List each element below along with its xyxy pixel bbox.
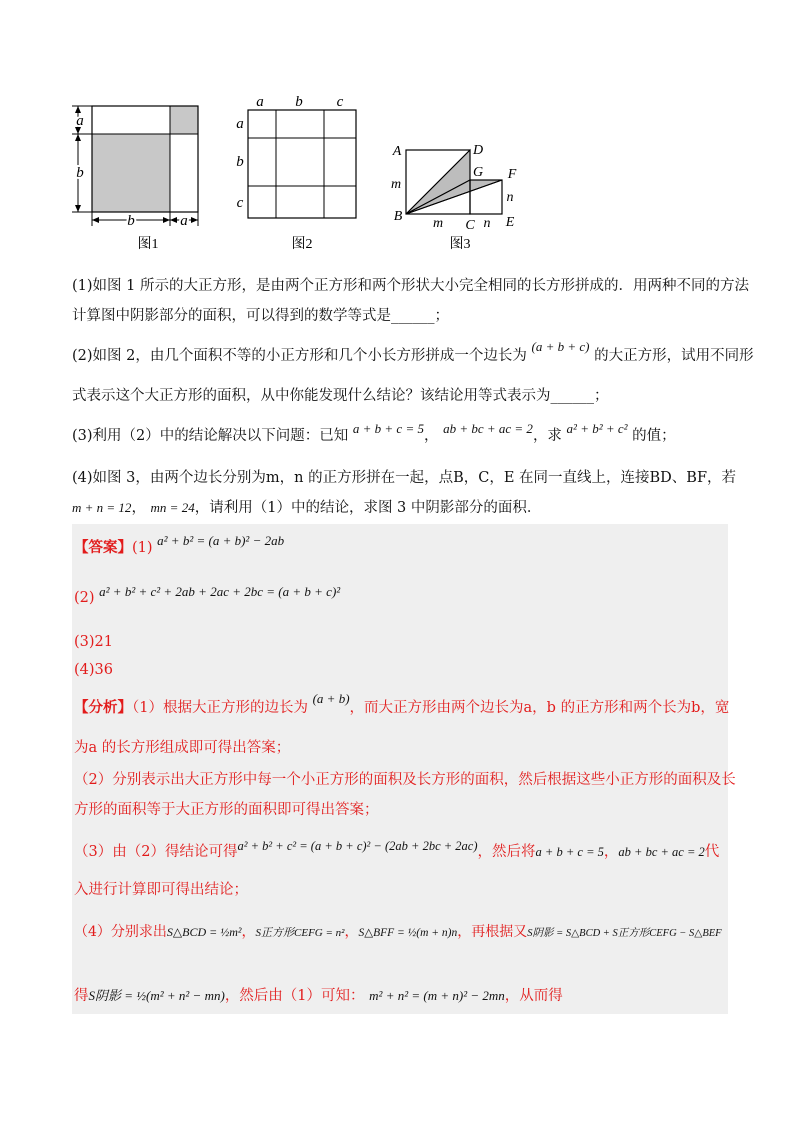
- analysis-3-mid: ，然后将: [477, 844, 536, 860]
- fig1-label-a-left: a: [76, 113, 84, 129]
- question-3: (3)利用（2）中的结论解决以下问题：已知 a + b + c = 5， ab + bc + ac = 2，求 a² + b² + c² 的值；: [72, 421, 676, 444]
- fig3-caption: 图3: [449, 237, 471, 252]
- fig2-top-a: a: [256, 94, 264, 110]
- figure-2: [228, 92, 368, 256]
- fig2-top-c: c: [336, 94, 344, 110]
- analysis-4-l2-math: S阴影 = ½(m² + n² − mn): [88, 988, 225, 1003]
- answer-3: (3)21: [74, 634, 113, 650]
- q4-eq-sum: m + n = 12: [72, 500, 132, 515]
- analysis-3-eq-1: a + b + c = 5: [535, 845, 604, 859]
- analysis-4-s-square: S正方形CEFG = n²: [255, 927, 345, 939]
- analysis-2-line-2: 方形的面积等于大正方形的面积即可得出答案；: [74, 802, 379, 818]
- answer-1-formula: a² + b² = (a + b)² − 2ab: [157, 533, 285, 548]
- fig2-left-c: c: [236, 195, 244, 211]
- fig3-point-d: D: [472, 143, 484, 158]
- question-2-line-2: 式表示这个大正方形的面积，从中你能发现什么结论？该结论用等式表示为______；: [72, 388, 609, 404]
- fig3-point-a: A: [392, 144, 402, 159]
- fig3-point-b: B: [393, 209, 403, 224]
- fig2-left-a: a: [236, 116, 244, 132]
- q3-text-ask: ，求: [532, 428, 562, 444]
- answer-label: 【答案】: [74, 539, 132, 556]
- fig3-point-g: G: [472, 165, 484, 180]
- analysis-3-post: 代: [704, 844, 720, 860]
- question-4-line-1: (4)如图 3，由两个边长分别为m，n 的正方形拼在一起，点B，C，E 在同一直线上，连接BD、BF，若: [72, 470, 737, 486]
- fig3-side-m-bottom: m: [432, 216, 444, 231]
- analysis-4-mid: ，再根据又: [457, 924, 528, 940]
- analysis-1-line-1: [74, 691, 730, 718]
- fig3-side-n-right: n: [506, 190, 514, 205]
- q3-eq-products: ab + bc + ac = 2: [443, 421, 533, 436]
- analysis-3-pre: （3）由（2）得结论可得: [74, 844, 238, 860]
- fig1-label-a-bottom: a: [180, 213, 188, 229]
- analysis-2-line-1: （2）分别表示出大正方形中每一个小正方形的面积及长方形的面积，然后根据这些小正方形的面积及长: [74, 772, 736, 788]
- analysis-label: 【分析】: [74, 699, 132, 716]
- q2-text-post: 的大正方形，试用不同形: [594, 348, 754, 364]
- question-4-line-2: m + n = 12， mn = 24，请利用（1）中的结论，求图 3 中阴影部分的面积．: [72, 500, 542, 516]
- fig1-label-b-bottom: b: [127, 213, 135, 229]
- analysis-3-line-1: （3）由（2）得结论可得a² + b² + c² = (a + b + c)² − (2ab + 2bc + 2ac)，然后将a + b + c = 5，ab + bc + ac = 2代: [74, 839, 720, 860]
- analysis-4-l2-eq: m² + n² = (m + n)² − 2mn: [369, 988, 505, 1003]
- q3-text-pre: (3)利用（2）中的结论解决以下问题：已知: [72, 428, 349, 444]
- analysis-4-line-2: [74, 986, 563, 1006]
- fig3-side-n-bottom: n: [483, 216, 491, 231]
- analysis-4-l2-pre: 得: [74, 988, 89, 1004]
- figure-1: [60, 96, 210, 256]
- q4-text-post: ，请利用（1）中的结论，求图 3 中阴影部分的面积．: [194, 500, 542, 516]
- fig2-caption: 图2: [291, 237, 313, 252]
- q3-eq-sum: a + b + c = 5: [352, 421, 424, 436]
- fig1-shaded-large-square: [92, 134, 170, 212]
- answer-2-prefix: (2): [74, 590, 95, 606]
- answer-4: (4)36: [74, 662, 113, 678]
- q3-text-post: 的值；: [632, 428, 676, 444]
- fig2-top-b: b: [295, 94, 303, 110]
- question-2-line-1: [72, 339, 754, 366]
- q2-text-pre: (2)如图 2，由几个面积不等的小正方形和几个小长方形拼成一个边长为: [72, 348, 527, 364]
- fig3-point-c: C: [465, 218, 475, 233]
- analysis-1-math: (a + b): [312, 691, 350, 706]
- analysis-1-pre: （1）根据大正方形的边长为: [132, 700, 308, 716]
- fig3-point-f: F: [507, 167, 517, 182]
- analysis-4-s-bff: S△BFF = ½(m + n)n: [358, 927, 458, 939]
- fig3-side-m-left: m: [390, 177, 402, 192]
- fig1-label-b-left: b: [76, 165, 84, 181]
- question-1-line-2: 计算图中阴影部分的面积，可以得到的数学等式是______；: [72, 308, 449, 324]
- analysis-4-s-bcd: S△BCD = ½m²: [166, 925, 242, 939]
- analysis-3-math: a² + b² + c² = (a + b + c)² − (2ab + 2bc + 2ac): [237, 839, 478, 853]
- analysis-1-line-2: 为a 的长方形组成即可得出答案；: [74, 740, 291, 756]
- analysis-3-line-2: 入进行计算即可得出结论；: [74, 882, 248, 898]
- question-1-line-1: (1)如图 1 所示的大正方形，是由两个正方形和两个形状大小完全相同的长方形拼成的．用两种不同的方法: [72, 278, 749, 294]
- answer-1-prefix: (1): [132, 540, 153, 556]
- analysis-4-line-1: （4）分别求出S△BCD = ½m²，S正方形CEFG = n²，S△BFF = ½(m + n)n，再根据又S阴影 = S△BCD + S正方形CEFG − S△BEF: [74, 924, 722, 940]
- answer-line-2: [74, 584, 341, 608]
- fig1-shaded-small-square: [170, 106, 198, 134]
- analysis-3-eq-2: ab + bc + ac = 2: [618, 845, 705, 859]
- q4-eq-product: mn = 24: [150, 500, 195, 515]
- analysis-4-s-shaded: S阴影 = S△BCD + S正方形CEFG − S△BEF: [527, 928, 722, 939]
- answer-line-1: [74, 533, 285, 558]
- analysis-4-l2-mid: ，然后由（1）可知：: [224, 988, 365, 1004]
- fig3-point-e: E: [505, 215, 515, 230]
- answer-2-formula: a² + b² + c² + 2ab + 2ac + 2bc = (a + b + c)²: [99, 584, 341, 599]
- analysis-4-l2-post: ，从而得: [504, 988, 563, 1004]
- analysis-4-pre: （4）分别求出: [74, 924, 167, 940]
- fig2-left-b: b: [236, 154, 244, 170]
- figure-3: [386, 136, 536, 256]
- analysis-1-post: ，而大正方形由两个边长为a，b 的正方形和两个长为b，宽: [349, 700, 730, 716]
- fig1-caption: 图1: [137, 237, 159, 252]
- q3-eq-squares: a² + b² + c²: [566, 421, 628, 436]
- q2-math-side: (a + b + c): [531, 339, 590, 354]
